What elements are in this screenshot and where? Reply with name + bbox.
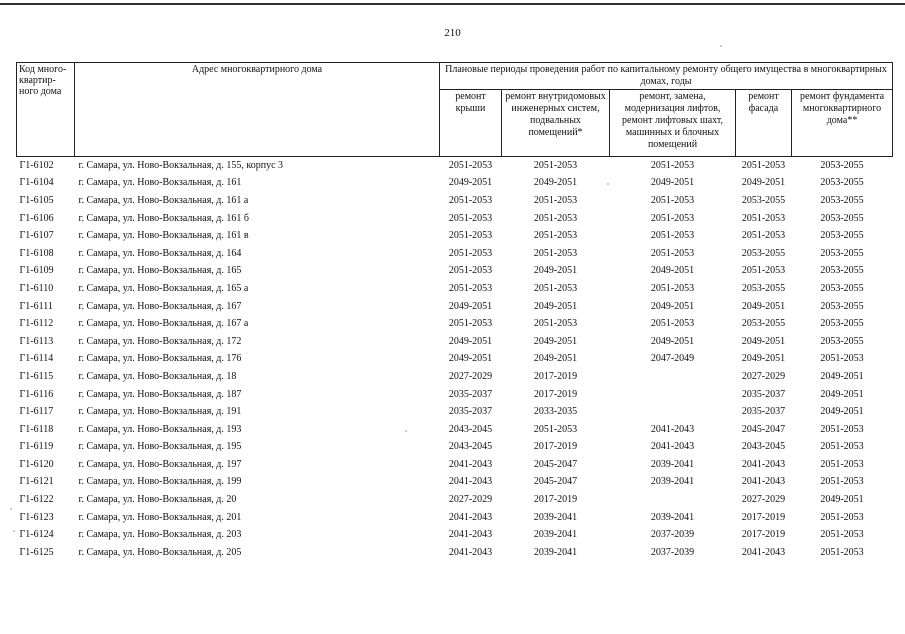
repair-schedule-table: [16, 62, 893, 562]
cell-elevators: [610, 403, 736, 421]
cell-engineering: 2049-2051: [533, 335, 578, 347]
cell-elevators: 2051-2053: [650, 230, 695, 242]
cell-facade: 2051-2053: [741, 265, 786, 277]
cell-foundation: 2053-2055: [820, 230, 864, 242]
table-header: [17, 63, 893, 157]
cell-foundation: 2049-2051: [820, 494, 864, 506]
table-row: [17, 509, 893, 527]
header-foundation: ремонт фундамента многоквартирного дома**: [792, 90, 893, 157]
table-row: [17, 333, 893, 351]
cell-roof: 2051-2053: [448, 265, 493, 277]
cell-code: Г1-6124: [19, 529, 54, 541]
cell-foundation: 2051-2053: [820, 441, 864, 453]
cell-address: г. Самара, ул. Ново-Вокзальная, д. 161 б: [78, 212, 249, 224]
cell-facade: 2017-2019: [741, 511, 786, 523]
table-row: [17, 298, 893, 316]
cell-facade: 2051-2053: [741, 230, 786, 242]
header-roof: ремонт крыши: [440, 90, 502, 157]
cell-foundation: 2051-2053: [820, 353, 864, 365]
cell-facade: 2049-2051: [741, 353, 786, 365]
cell-code: Г1-6102: [19, 159, 54, 171]
cell-foundation: 2053-2055: [820, 212, 864, 224]
cell-code: Г1-6117: [19, 406, 54, 418]
cell-elevators: 2051-2053: [650, 318, 695, 330]
cell-facade: 2045-2047: [741, 423, 786, 435]
cell-engineering: 2051-2053: [533, 194, 578, 206]
scan-speck: [607, 183, 609, 185]
cell-address: г. Самара, ул. Ново-Вокзальная, д. 20: [78, 494, 237, 506]
header-address: Адрес многоквартирного дома: [75, 63, 440, 157]
cell-foundation: 2053-2055: [820, 159, 864, 171]
cell-engineering: 2039-2041: [533, 546, 578, 558]
cell-foundation: 2053-2055: [820, 335, 864, 347]
cell-code: Г1-6107: [19, 230, 54, 242]
cell-code: Г1-6108: [19, 247, 54, 259]
cell-roof: 2051-2053: [448, 318, 493, 330]
cell-engineering: 2049-2051: [533, 353, 578, 365]
cell-engineering: 2017-2019: [533, 441, 578, 453]
cell-code: Г1-6116: [19, 388, 54, 400]
table-row: [17, 175, 893, 193]
table-row: [17, 403, 893, 421]
cell-roof: 2041-2043: [448, 546, 493, 558]
scan-speck: [10, 508, 12, 510]
cell-address: г. Самара, ул. Ново-Вокзальная, д. 164: [78, 247, 242, 259]
cell-elevators: 2039-2041: [650, 458, 695, 470]
cell-address: г. Самара, ул. Ново-Вокзальная, д. 203: [78, 529, 242, 541]
cell-elevators: 2047-2049: [650, 353, 695, 365]
cell-foundation: 2053-2055: [820, 194, 864, 206]
cell-engineering: 2051-2053: [533, 212, 578, 224]
cell-elevators: 2051-2053: [650, 194, 695, 206]
cell-engineering: 2045-2047: [533, 476, 578, 488]
cell-address: г. Самара, ул. Ново-Вокзальная, д. 195: [78, 441, 242, 453]
cell-roof: 2051-2053: [448, 230, 493, 242]
cell-address: г. Самара, ул. Ново-Вокзальная, д. 205: [78, 546, 242, 558]
cell-elevators: 2049-2051: [650, 300, 695, 312]
cell-foundation: 2051-2053: [820, 529, 864, 541]
cell-engineering: 2017-2019: [533, 388, 578, 400]
table-row: [17, 456, 893, 474]
cell-elevators: 2049-2051: [650, 177, 695, 189]
cell-elevators: [610, 491, 736, 509]
cell-address: г. Самара, ул. Ново-Вокзальная, д. 161 а: [78, 194, 249, 206]
cell-engineering: 2045-2047: [533, 458, 578, 470]
table-row: [17, 157, 893, 175]
cell-code: Г1-6123: [19, 511, 54, 523]
table-body: [17, 157, 893, 562]
cell-roof: 2027-2029: [448, 370, 493, 382]
cell-facade: 2041-2043: [741, 476, 786, 488]
cell-address: г. Самара, ул. Ново-Вокзальная, д. 187: [78, 388, 242, 400]
cell-roof: 2051-2053: [448, 282, 493, 294]
cell-roof: 2041-2043: [448, 476, 493, 488]
cell-code: Г1-6106: [19, 212, 54, 224]
cell-facade: 2035-2037: [741, 388, 786, 400]
cell-code: Г1-6112: [19, 318, 54, 330]
cell-foundation: 2049-2051: [820, 406, 864, 418]
cell-address: г. Самара, ул. Ново-Вокзальная, д. 155, корпус 3: [78, 159, 284, 171]
cell-facade: 2049-2051: [741, 300, 786, 312]
cell-address: г. Самара, ул. Ново-Вокзальная, д. 167 а: [78, 318, 249, 330]
cell-address: г. Самара, ул. Ново-Вокзальная, д. 172: [78, 335, 242, 347]
cell-elevators: 2051-2053: [650, 212, 695, 224]
table-row: [17, 351, 893, 369]
scan-speck: [13, 530, 15, 532]
cell-roof: 2043-2045: [448, 423, 493, 435]
page-number: 210: [444, 27, 461, 39]
cell-roof: 2035-2037: [448, 406, 493, 418]
cell-elevators: 2041-2043: [650, 441, 695, 453]
cell-foundation: 2053-2055: [820, 265, 864, 277]
cell-address: г. Самара, ул. Ново-Вокзальная, д. 193: [78, 423, 242, 435]
top-border-rule: [0, 3, 905, 5]
cell-engineering: 2051-2053: [533, 282, 578, 294]
scan-speck: [720, 45, 722, 47]
cell-elevators: 2049-2051: [650, 335, 695, 347]
cell-roof: 2051-2053: [448, 159, 493, 171]
header-code: Код много-квартир-ного дома: [17, 63, 75, 157]
cell-facade: 2041-2043: [741, 546, 786, 558]
header-row-main: [17, 63, 893, 90]
cell-facade: 2017-2019: [741, 529, 786, 541]
cell-foundation: 2051-2053: [820, 511, 864, 523]
cell-facade: 2053-2055: [741, 247, 786, 259]
cell-foundation: 2051-2053: [820, 546, 864, 558]
table-row: [17, 526, 893, 544]
cell-code: Г1-6119: [19, 441, 54, 453]
cell-facade: 2053-2055: [741, 194, 786, 206]
table-row: [17, 315, 893, 333]
cell-roof: 2043-2045: [448, 441, 493, 453]
cell-roof: 2049-2051: [448, 300, 493, 312]
cell-engineering: 2051-2053: [533, 247, 578, 259]
cell-elevators: 2037-2039: [650, 546, 695, 558]
cell-code: Г1-6113: [19, 335, 54, 347]
cell-foundation: 2053-2055: [820, 318, 864, 330]
cell-facade: 2051-2053: [741, 212, 786, 224]
cell-facade: 2053-2055: [741, 318, 786, 330]
cell-code: Г1-6104: [19, 177, 54, 189]
cell-address: г. Самара, ул. Ново-Вокзальная, д. 161: [78, 177, 242, 189]
cell-elevators: 2049-2051: [650, 265, 695, 277]
cell-address: г. Самара, ул. Ново-Вокзальная, д. 201: [78, 511, 242, 523]
cell-roof: 2049-2051: [448, 353, 493, 365]
cell-roof: 2035-2037: [448, 388, 493, 400]
cell-code: Г1-6118: [19, 423, 54, 435]
cell-engineering: 2017-2019: [533, 494, 578, 506]
cell-foundation: 2053-2055: [820, 282, 864, 294]
cell-address: г. Самара, ул. Ново-Вокзальная, д. 197: [78, 458, 242, 470]
cell-code: Г1-6111: [19, 300, 53, 312]
cell-engineering: 2051-2053: [533, 318, 578, 330]
cell-facade: 2027-2029: [741, 370, 786, 382]
scan-speck: [405, 430, 407, 432]
cell-engineering: 2033-2035: [533, 406, 578, 418]
cell-facade: 2051-2053: [741, 159, 786, 171]
cell-roof: 2027-2029: [448, 494, 493, 506]
cell-facade: 2053-2055: [741, 282, 786, 294]
cell-elevators: 2041-2043: [650, 423, 695, 435]
cell-code: Г1-6110: [19, 282, 54, 294]
cell-roof: 2049-2051: [448, 177, 493, 189]
cell-roof: 2041-2043: [448, 529, 493, 541]
cell-code: Г1-6125: [19, 546, 54, 558]
cell-elevators: [610, 368, 736, 386]
cell-roof: 2041-2043: [448, 511, 493, 523]
cell-elevators: 2039-2041: [650, 476, 695, 488]
cell-code: Г1-6109: [19, 265, 54, 277]
table-row: [17, 474, 893, 492]
cell-address: г. Самара, ул. Ново-Вокзальная, д. 167: [78, 300, 242, 312]
cell-foundation: 2053-2055: [820, 247, 864, 259]
cell-engineering: 2049-2051: [533, 300, 578, 312]
cell-facade: 2043-2045: [741, 441, 786, 453]
cell-elevators: 2039-2041: [650, 511, 695, 523]
table-row: [17, 421, 893, 439]
cell-engineering: 2051-2053: [533, 159, 578, 171]
table-row: [17, 227, 893, 245]
cell-facade: 2027-2029: [741, 494, 786, 506]
cell-engineering: 2049-2051: [533, 265, 578, 277]
table-row: [17, 439, 893, 457]
cell-engineering: 2039-2041: [533, 511, 578, 523]
cell-code: Г1-6105: [19, 194, 54, 206]
header-engineering: ремонт внутридомовых инженерных систем, подвальных помещений*: [502, 90, 610, 157]
cell-foundation: 2049-2051: [820, 388, 864, 400]
table-row: [17, 491, 893, 509]
cell-elevators: [610, 386, 736, 404]
cell-foundation: 2053-2055: [820, 177, 864, 189]
table-row: [17, 263, 893, 281]
cell-code: Г1-6120: [19, 458, 54, 470]
cell-code: Г1-6115: [19, 370, 54, 382]
table-row: [17, 368, 893, 386]
table-row: [17, 192, 893, 210]
cell-elevators: 2051-2053: [650, 247, 695, 259]
cell-engineering: 2039-2041: [533, 529, 578, 541]
cell-address: г. Самара, ул. Ново-Вокзальная, д. 165: [78, 265, 242, 277]
cell-address: г. Самара, ул. Ново-Вокзальная, д. 165 а: [78, 282, 249, 294]
header-periods-group: Плановые периоды проведения работ по капитальному ремонту общего имущества в многоквартирных домах, годы: [440, 63, 893, 90]
cell-elevators: 2051-2053: [650, 282, 695, 294]
cell-facade: 2041-2043: [741, 458, 786, 470]
table-row: [17, 544, 893, 562]
cell-engineering: 2051-2053: [533, 230, 578, 242]
table-row: [17, 386, 893, 404]
cell-roof: 2051-2053: [448, 212, 493, 224]
cell-elevators: 2037-2039: [650, 529, 695, 541]
cell-engineering: 2051-2053: [533, 423, 578, 435]
table-row: [17, 210, 893, 228]
cell-roof: 2049-2051: [448, 335, 493, 347]
header-elevators: ремонт, замена, модернизация лифтов, ремонт лифтовых шахт, машинных и блочных помещений: [610, 90, 736, 157]
cell-address: г. Самара, ул. Ново-Вокзальная, д. 191: [78, 406, 242, 418]
cell-engineering: 2049-2051: [533, 177, 578, 189]
cell-code: Г1-6121: [19, 476, 54, 488]
header-facade: ремонт фасада: [736, 90, 792, 157]
cell-address: г. Самара, ул. Ново-Вокзальная, д. 18: [78, 370, 237, 382]
cell-foundation: 2053-2055: [820, 300, 864, 312]
cell-code: Г1-6122: [19, 494, 54, 506]
cell-foundation: 2049-2051: [820, 370, 864, 382]
cell-facade: 2035-2037: [741, 406, 786, 418]
cell-address: г. Самара, ул. Ново-Вокзальная, д. 199: [78, 476, 242, 488]
cell-facade: 2049-2051: [741, 177, 786, 189]
cell-foundation: 2051-2053: [820, 458, 864, 470]
table-row: [17, 280, 893, 298]
table-row: [17, 245, 893, 263]
cell-foundation: 2051-2053: [820, 476, 864, 488]
cell-facade: 2049-2051: [741, 335, 786, 347]
cell-elevators: 2051-2053: [650, 159, 695, 171]
cell-address: г. Самара, ул. Ново-Вокзальная, д. 176: [78, 353, 242, 365]
cell-foundation: 2051-2053: [820, 423, 864, 435]
cell-roof: 2051-2053: [448, 194, 493, 206]
cell-address: г. Самара, ул. Ново-Вокзальная, д. 161 в: [78, 230, 249, 242]
cell-code: Г1-6114: [19, 353, 54, 365]
cell-roof: 2041-2043: [448, 458, 493, 470]
cell-roof: 2051-2053: [448, 247, 493, 259]
cell-engineering: 2017-2019: [533, 370, 578, 382]
